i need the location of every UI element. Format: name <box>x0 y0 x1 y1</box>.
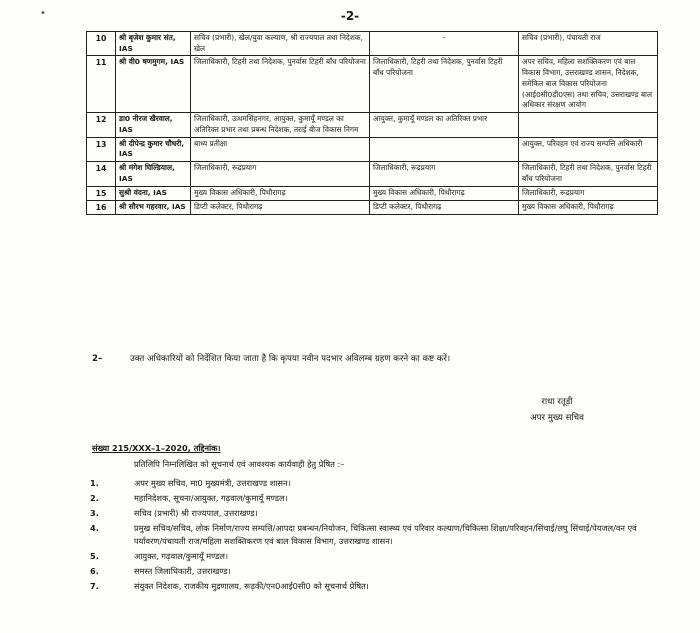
copy-item-number: 5. <box>90 550 99 561</box>
cell-sn: 15 <box>87 186 116 200</box>
copy-list-item <box>90 492 662 505</box>
signatory-name: राधा रतूड़ी <box>541 397 573 407</box>
copy-item-number: 7. <box>90 580 99 591</box>
copy-item-text: आयुक्त, गढ़वाल/कुमायूँ मण्डल। <box>134 550 229 561</box>
copy-item-text: प्रमुख सचिव/सचिव, लोक निर्माण/राज्य सम्पत्ति/आपदा प्रबन्धन/नियोजन, चिकित्सा स्वास्थ्य एवं परिवार कल्याण/चिकित्सा शिक्षा/परिवहन/सिंचाई/लघु सिंचाई/पेयजल/वन एवं पर्यावरण/पंचायती राज/महिला सशक्तिकरण एवं बाल विकास विभाग, उत्तराखण्ड शासन। <box>134 522 637 546</box>
copy-item-number: 3. <box>90 507 99 518</box>
table-row <box>87 56 658 113</box>
cell-relieved: जिलाधिकारी, टिहरी तथा निदेशक, पुनर्वास टिहरी बाँध परियोजना <box>370 56 519 113</box>
copy-list-item <box>90 507 662 520</box>
cell-sn: 11 <box>87 56 116 113</box>
copy-list-item <box>90 550 662 563</box>
cell-sn: 16 <box>87 200 116 214</box>
cell-name: डा0 नीरज खैरवाल, IAS <box>116 113 191 137</box>
cell-current: डिप्टी कलेक्टर, पिथौरागढ़ <box>191 200 370 214</box>
cell-new-post: जिलाधिकारी, टिहरी तथा निदेशक, पुनर्वास टिहरी बाँध परियोजना <box>519 162 658 186</box>
cell-current: सचिव (प्रभारी), खेल/युवा कल्याण, श्री राज्यपाल तथा निदेशक, खेल <box>191 32 370 56</box>
cell-relieved: डिप्टी कलेक्टर, पिथौरागढ़ <box>370 200 519 214</box>
cell-new-post: अपर सचिव, महिला सशक्तिकरण एवं बाल विकास विभाग, उत्तराखण्ड शासन, निदेशक, समेकित बाल विकास परियोजना (आई0सी0डी0एस) तथा सचिव, उत्तराखण्ड बाल अधिकार संरक्षण आयोग <box>519 56 658 113</box>
cell-current: जिलाधिकारी, रूद्रप्रयाग <box>191 162 370 186</box>
copy-list-item <box>90 477 662 490</box>
cell-new-post: सचिव (प्रभारी), पंचायती राज <box>519 32 658 56</box>
copy-item-number: 6. <box>90 565 99 576</box>
table-row <box>87 137 658 161</box>
table-row <box>87 32 658 56</box>
table-row <box>87 162 658 186</box>
transfer-table <box>86 31 658 215</box>
top-mark: • <box>40 8 46 19</box>
copy-list <box>90 477 662 595</box>
cell-new-post <box>519 113 658 137</box>
copy-item-text: संयुक्त निदेशक, राजकीय मुद्रणालय, रूड़की/एन0आई0सी0 को सूचनार्थ प्रेषित। <box>134 580 369 591</box>
cell-current: मुख्य विकास अधिकारी, पिथौरागढ़ <box>191 186 370 200</box>
cell-new-post: जिलाधिकारी, रूद्रप्रयाग <box>519 186 658 200</box>
table-row <box>87 200 658 214</box>
copy-item-number: 4. <box>90 522 99 533</box>
copy-list-item <box>90 522 662 548</box>
table-row <box>87 113 658 137</box>
signatory-designation: अपर मुख्य सचिव <box>530 413 584 424</box>
copy-list-item <box>90 580 662 593</box>
cell-name: श्री बृजेश कुमार संत, IAS <box>116 32 191 56</box>
copy-item-text: सचिव (प्रभारी) श्री राज्यपाल, उत्तराखण्ड। <box>134 507 258 518</box>
cell-sn: 12 <box>87 113 116 137</box>
cell-current: बाध्य प्रतीक्षा <box>191 137 370 161</box>
cell-name: श्री वी0 षणमुगम, IAS <box>116 56 191 113</box>
cell-sn: 10 <box>87 32 116 56</box>
paragraph-2 <box>92 352 450 364</box>
cell-name: श्री मंगेश घिल्डियाल, IAS <box>116 162 191 186</box>
cell-relieved: मुख्य विकास अधिकारी, पिथौरागढ़ <box>370 186 519 200</box>
cell-name: श्री सौरभ गहरवार, IAS <box>116 200 191 214</box>
cell-relieved: आयुक्त, कुमायूँ मण्डल का अतिरिक्त प्रभार <box>370 113 519 137</box>
cell-current: जिलाधिकारी, टिहरी तथा निदेशक, पुनर्वास टिहरी बाँध परियोजना <box>191 56 370 113</box>
copy-item-text: समस्त जिलाधिकारी, उत्तराखण्ड। <box>134 565 231 576</box>
cell-new-post: आयुक्त, परिवहन एवं राज्य सम्पत्ति अधिकारी <box>519 137 658 161</box>
cell-new-post: मुख्य विकास अधिकारी, पिथौरागढ़ <box>519 200 658 214</box>
page-number: -2- <box>340 9 360 23</box>
copy-item-number: 1. <box>90 478 99 488</box>
reference-number: संख्या 215/XXX–1–2020, तद्दिनांक। <box>92 443 221 453</box>
cell-current: जिलाधिकारी, ऊधमसिंहनगर, आयुक्त, कुमायूँ मण्डल का अतिरिक्त प्रभार तथा प्रबन्ध निदेशक, तराई बीज विकास निगम <box>191 113 370 137</box>
cell-relieved <box>370 137 519 161</box>
copy-item-number: 2. <box>90 492 99 503</box>
table-row <box>87 186 658 200</box>
copy-item-text: अपर मुख्य सचिव, मा0 मुख्यमंत्री, उत्तराखण्ड शासन। <box>134 478 291 488</box>
cell-relieved: जिलाधिकारी, रूद्रप्रयाग <box>370 162 519 186</box>
cell-relieved: – <box>370 32 519 56</box>
cell-name: सुश्री वंदना, IAS <box>116 186 191 200</box>
copy-to-line: प्रतिलिपि निम्नलिखित को सूचनार्थ एवं आवश्यक कार्यवाही हेतु प्रेषित :– <box>134 459 345 469</box>
paragraph-number: 2– <box>92 354 103 364</box>
signature-block <box>492 394 622 427</box>
cell-sn: 14 <box>87 162 116 186</box>
copy-item-text: महानिदेशक, सूचना/आयुक्त, गढ़वाल/कुमायूँ मण्डल। <box>134 492 288 503</box>
cell-sn: 13 <box>87 137 116 161</box>
cell-name: श्री दीपेन्द्र कुमार चौधरी, IAS <box>116 137 191 161</box>
copy-list-item <box>90 565 662 578</box>
paragraph-text: उक्त अधिकारियों को निर्देशित किया जाता है कि कृपया नवीन पदभार अविलम्ब ग्रहण करने का कष्ट करें। <box>130 354 451 364</box>
